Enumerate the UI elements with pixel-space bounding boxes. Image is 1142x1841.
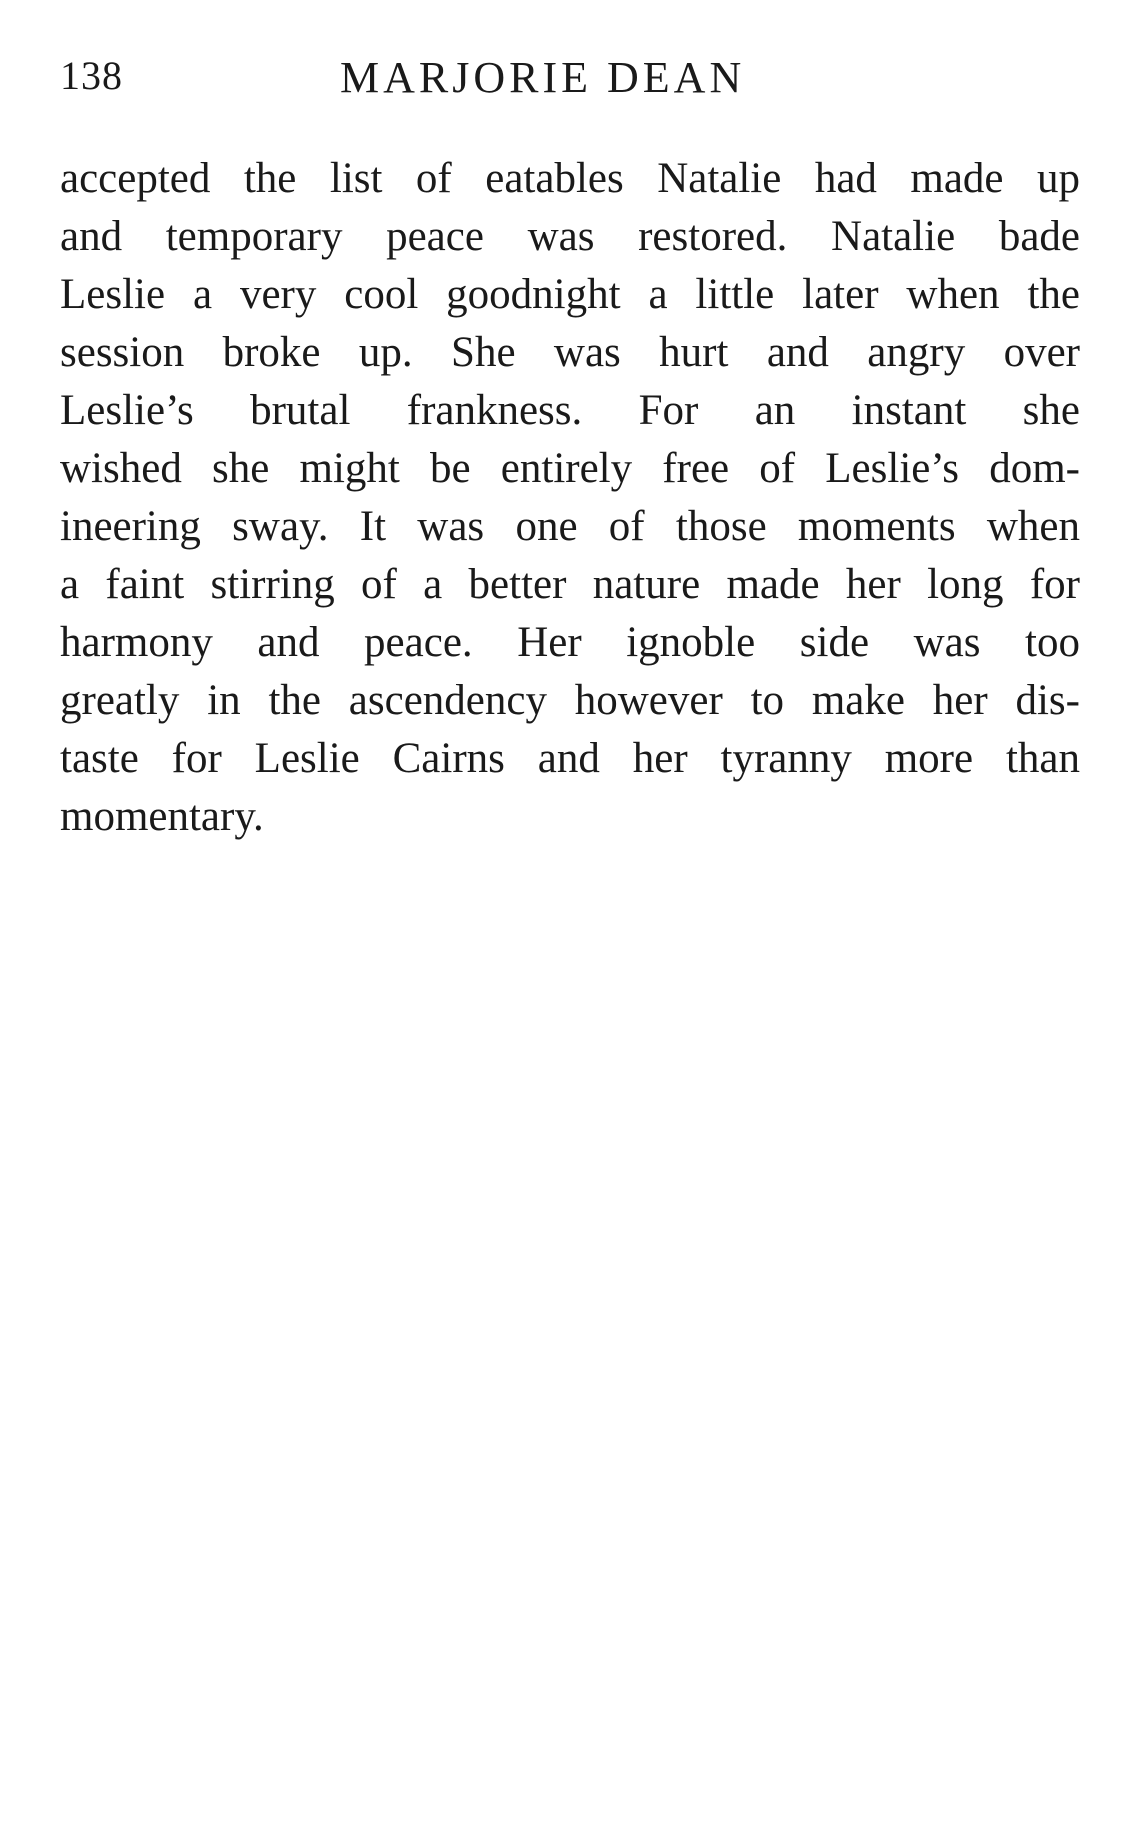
text-line: Leslie’s brutal frankness. For an instant she <box>60 387 1080 434</box>
running-head <box>60 52 1080 112</box>
text-line: and temporary peace was restored. Natalie bade <box>60 213 1080 260</box>
text-line: greatly in the ascendency however to make her dis- <box>60 677 1080 724</box>
text-line: harmony and peace. Her ignoble side was too <box>60 619 1080 666</box>
text-line: momentary. <box>60 793 264 840</box>
text-line: session broke up. She was hurt and angry over <box>60 329 1080 376</box>
text-line: accepted the list of eatables Natalie had made up <box>60 155 1080 202</box>
text-line: ineering sway. It was one of those moments when <box>60 503 1080 550</box>
running-title: MARJORIE DEAN <box>340 53 746 102</box>
text-line: Leslie a very cool goodnight a little later when the <box>60 271 1080 318</box>
page-number: 138 <box>60 53 123 98</box>
text-line: taste for Leslie Cairns and her tyranny more than <box>60 735 1080 782</box>
body-paragraph <box>60 150 1080 846</box>
text-line: wished she might be entirely free of Leslie’s dom- <box>60 445 1080 492</box>
text-line: a faint stirring of a better nature made her long for <box>60 561 1080 608</box>
